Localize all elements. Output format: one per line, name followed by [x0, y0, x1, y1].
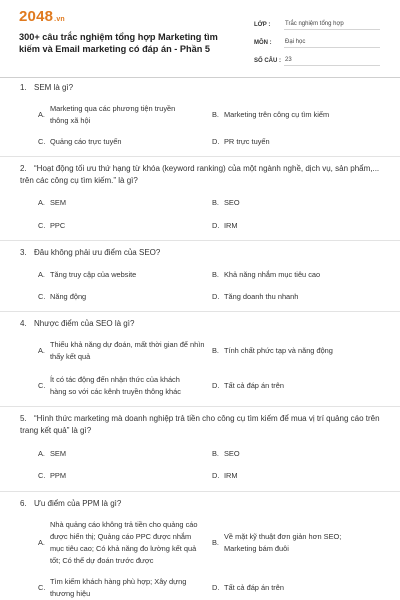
option-text: SEO — [224, 198, 240, 207]
question-number: 5. — [20, 414, 27, 423]
option-text: Quảng cáo trực tuyến — [50, 137, 122, 146]
option-letter: B. — [212, 346, 219, 355]
option-text: Ít có tác động đến nhận thức của khách hàng so với các kênh truyền thông khác — [50, 375, 181, 396]
option-letter: A. — [38, 110, 45, 119]
meta-label: MÔN : — [254, 40, 272, 46]
option-letter: A. — [38, 270, 45, 279]
option-text: Marketing trên công cụ tìm kiếm — [224, 110, 330, 119]
option-5d[interactable] — [212, 470, 238, 482]
question-divider — [0, 240, 400, 241]
option-1c[interactable] — [38, 136, 122, 148]
option-2b[interactable] — [212, 197, 240, 209]
option-letter: D. — [212, 583, 220, 592]
option-letter: A. — [38, 449, 45, 458]
question-divider — [0, 156, 400, 157]
option-3a[interactable] — [38, 269, 136, 281]
question-text: SEM là gì? — [34, 83, 74, 92]
option-4a[interactable] — [38, 339, 205, 363]
option-1b[interactable] — [212, 109, 329, 121]
option-6b[interactable] — [212, 531, 374, 555]
option-6d[interactable] — [212, 582, 284, 594]
option-6a[interactable] — [38, 519, 202, 567]
option-text: Tính chất phức tạp và năng động — [224, 346, 333, 355]
option-text: Thiếu khả năng dự đoán, mất thời gian để nhìn thấy kết quả — [50, 340, 205, 361]
site-logo[interactable] — [19, 8, 65, 25]
question-divider — [0, 406, 400, 407]
option-text: PPC — [50, 221, 66, 230]
option-letter: B. — [212, 270, 219, 279]
option-text: IRM — [224, 471, 238, 480]
option-letter: D. — [212, 471, 220, 480]
document-header — [0, 0, 400, 78]
question-divider — [0, 491, 400, 492]
option-4d[interactable] — [212, 380, 284, 392]
option-letter: A. — [38, 538, 45, 547]
question-5 — [20, 413, 380, 437]
question-3 — [20, 247, 380, 259]
question-4 — [20, 318, 380, 330]
meta-row-class — [254, 12, 380, 30]
option-text: Tăng doanh thu nhanh — [224, 292, 299, 301]
question-text: “Hoạt động tối ưu thứ hạng từ khóa (keyword ranking) của một ngành nghề, dịch vụ, sản phẩm,... trên các công cụ tìm kiếm.” là gì? — [20, 164, 380, 185]
option-text: Tăng truy cập của website — [50, 270, 137, 279]
meta-value: 23 — [284, 57, 380, 66]
option-text: Tất cả đáp án trên — [224, 583, 284, 592]
question-number: 4. — [20, 319, 27, 328]
question-divider — [0, 311, 400, 312]
meta-row-subject — [254, 30, 380, 48]
logo-main: 2048 — [19, 8, 54, 25]
option-letter: D. — [212, 137, 220, 146]
option-4b[interactable] — [212, 345, 333, 357]
option-text: Khả năng nhắm mục tiêu cao — [224, 270, 321, 279]
option-text: Tất cả đáp án trên — [224, 381, 284, 390]
option-letter: B. — [212, 198, 219, 207]
option-letter: C. — [38, 292, 46, 301]
document-title: 300+ câu trắc nghiệm tổng hợp Marketing tìm kiếm và Email marketing có đáp án - Phần 5 — [19, 32, 218, 54]
question-number: 1. — [20, 83, 27, 92]
option-letter: C. — [38, 137, 46, 146]
question-text: Nhược điểm của SEO là gì? — [34, 319, 135, 328]
option-2c[interactable] — [38, 220, 65, 232]
option-5b[interactable] — [212, 448, 240, 460]
option-3d[interactable] — [212, 291, 298, 303]
option-2d[interactable] — [212, 220, 238, 232]
question-text: Đâu không phải ưu điểm của SEO? — [34, 248, 161, 257]
option-letter: A. — [38, 198, 45, 207]
option-1d[interactable] — [212, 136, 270, 148]
option-letter: C. — [38, 381, 46, 390]
option-6c[interactable] — [38, 576, 198, 600]
question-2 — [20, 163, 380, 187]
option-5a[interactable] — [38, 448, 66, 460]
question-number: 2. — [20, 164, 27, 173]
meta-box — [254, 12, 380, 66]
option-2a[interactable] — [38, 197, 66, 209]
option-letter: D. — [212, 381, 220, 390]
meta-value: Trắc nghiệm tổng hợp — [284, 21, 380, 30]
option-3c[interactable] — [38, 291, 86, 303]
option-text: SEM — [50, 449, 67, 458]
option-letter: B. — [212, 538, 219, 547]
option-text: Nhà quảng cáo không trả tiền cho quảng cáo được hiển thị; Quảng cáo PPC được nhắm mục tiêu cao; Có khả năng đo lường kết quả tốt; Có thể dự đoán trước được — [50, 520, 198, 565]
option-text: SEO — [224, 449, 240, 458]
option-5c[interactable] — [38, 470, 66, 482]
question-number: 3. — [20, 248, 27, 257]
meta-label: SỐ CÂU : — [254, 58, 281, 64]
meta-row-count — [254, 48, 380, 66]
question-text: Ưu điểm của PPM là gì? — [34, 499, 122, 508]
question-number: 6. — [20, 499, 27, 508]
meta-value: Đại học — [284, 39, 380, 48]
option-text: IRM — [224, 221, 238, 230]
option-3b[interactable] — [212, 269, 320, 281]
option-text: Marketing qua các phương tiện truyền thông xã hội — [50, 104, 176, 125]
option-letter: D. — [212, 292, 220, 301]
option-1a[interactable] — [38, 103, 203, 127]
option-text: Về mặt kỹ thuật đơn giản hơn SEO; Marketing bám đuôi — [224, 532, 342, 553]
question-text: “Hình thức marketing mà doanh nghiệp trả tiền cho công cụ tìm kiếm để mua vị trí quảng cáo trên trang kết quả” là gì? — [20, 414, 380, 435]
option-text: Tìm kiếm khách hàng phù hợp; Xây dựng thương hiệu — [50, 577, 187, 598]
option-letter: B. — [212, 449, 219, 458]
option-letter: B. — [212, 110, 219, 119]
question-6 — [20, 498, 380, 510]
option-text: PR trực tuyến — [224, 137, 270, 146]
option-letter: C. — [38, 471, 46, 480]
option-4c[interactable] — [38, 374, 198, 398]
option-letter: C. — [38, 583, 46, 592]
logo-suffix: .vn — [54, 16, 65, 23]
option-letter: A. — [38, 346, 45, 355]
meta-label: LỚP : — [254, 22, 271, 28]
option-letter: C. — [38, 221, 46, 230]
option-text: SEM — [50, 198, 67, 207]
question-1 — [20, 82, 380, 94]
option-text: PPM — [50, 471, 67, 480]
option-text: Năng động — [50, 292, 87, 301]
option-letter: D. — [212, 221, 220, 230]
